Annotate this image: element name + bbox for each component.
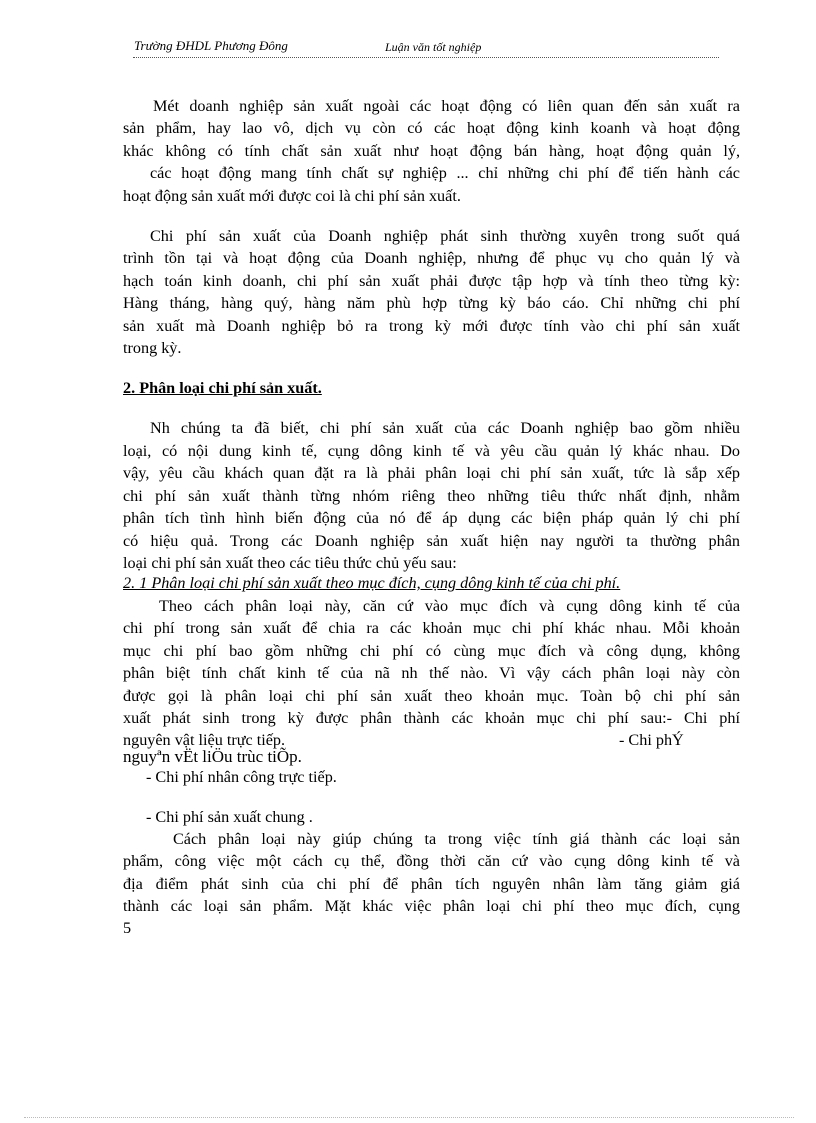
page-number: 5 — [123, 919, 132, 937]
para4-line: mục chi phí bao gồm những chi phí có cùng mục đích và công dụng, không — [123, 642, 740, 660]
para2-line: hạch toán kinh doanh, chi phí sản xuất phải được tập hợp và tính theo từng kỳ: — [123, 272, 740, 290]
para2-line: trình tồn tại và hoạt động của Doanh nghiệp, nhưng để phục vụ cho quản lý và — [123, 249, 740, 267]
header-doc-title: Luận văn tốt nghiệp — [385, 40, 482, 54]
para4-line: Theo cách phân loại này, căn cứ vào mục đích và cụng dông kinh tế của — [159, 597, 740, 615]
para4-line: được gọi là phân loại chi phí sản xuất theo khoản mục. Toàn bộ chi phí sản — [123, 687, 740, 705]
para4-line: chi phí trong sản xuất để chia ra các khoản mục chi phí khác nhau. Mỗi khoản — [123, 619, 740, 637]
list-item-general: - Chi phí sản xuất chung . — [146, 808, 313, 826]
para4-line: nguyên vật liệu trực tiếp. — [123, 731, 286, 749]
para1-line: hoạt động sản xuất mới được coi là chi phí sản xuất. — [123, 187, 461, 205]
para1-line: khác không có tính chất sản xuất như hoạt động bán hàng, hoạt động quản lý, — [123, 142, 740, 160]
para2-line: trong kỳ. — [123, 339, 182, 357]
para3-line: có hiệu quả. Trong các Doanh nghiệp sản xuất hiện nay người ta thường phân — [123, 532, 740, 550]
para3-line: vậy, yêu cầu khách quan đặt ra là phải phân loại chi phí sản xuất, tức là sắp xếp — [123, 464, 740, 482]
header-rule — [133, 57, 719, 58]
para5-line: địa điểm phát sinh của chi phí để phân tích nguyên nhân làm tăng giảm giá — [123, 875, 740, 893]
para4-line: xuất phát sinh trong kỳ được phân thành các khoản mục chi phí sau:- Chi phí — [123, 709, 740, 727]
para5-line: Cách phân loại này giúp chúng ta trong việc tính giá thành các loại sản — [173, 830, 740, 848]
para3-line: phân tích tình hình biến động của nó để áp dụng các biện pháp quản lý chi phí — [123, 509, 740, 527]
para3-line: Nh chúng ta đã biết, chi phí sản xuất của các Doanh nghiệp bao gồm nhiều — [150, 419, 740, 437]
subsection-heading: 2. 1 Phân loại chi phí sản xuất theo mục đích, cụng dông kinh tế của chi phí. — [123, 574, 621, 592]
para1-line: các hoạt động mang tính chất sự nghiệp ... chỉ những chi phí để tiến hành các — [150, 164, 740, 182]
para2-line: Chi phí sản xuất của Doanh nghiệp phát sinh thường xuyên trong suốt quá — [150, 227, 740, 245]
para2-line: sản xuất mà Doanh nghiệp bỏ ra trong kỳ mới được tính vào chi phí sản xuất — [123, 317, 740, 335]
section-heading: 2. Phân loại chi phí sản xuất. — [123, 379, 322, 397]
para5-line: phẩm, công việc một cách cụ thể, đồng thời căn cứ vào cụng dông kinh tế và — [123, 852, 740, 870]
para4-line-right: - Chi phÝ — [619, 731, 684, 749]
para3-line: chi phí sản xuất thành từng nhóm riêng theo những tiêu thức nhất định, nhằm — [123, 487, 740, 505]
page-bottom-rule — [24, 1117, 794, 1118]
para4-line: phân biệt tính chất kinh tế của nã nh thế nào. Vì vậy cách phân loại này còn — [123, 664, 740, 682]
para1-line: Mét doanh nghiệp sản xuất ngoài các hoạt động có liên quan đến sản xuất ra — [153, 97, 740, 115]
para1-line: sản phẩm, hay lao vô, dịch vụ còn có các hoạt động kinh koanh và hoạt động — [123, 119, 740, 137]
list-item-labor: - Chi phí nhân công trực tiếp. — [146, 768, 337, 786]
para2-line: Hàng tháng, hàng quý, hàng năm phù hợp từng kỳ báo cáo. Chỉ những chi phí — [123, 294, 740, 312]
para5-line: thành các loại sản phẩm. Mặt khác việc phân loại chi phí theo mục đích, cụng — [123, 897, 740, 915]
para3-line: loại chi phí sản xuất theo các tiêu thức chủ yếu sau: — [123, 554, 457, 572]
garbled-line: nguyªn vËt liÖu trùc tiÕp. — [123, 747, 302, 766]
header-school: Trường ĐHDL Phương Đông — [134, 38, 288, 53]
para3-line: loại, có nội dung kinh tế, cụng dông kinh tế và yêu cầu quản lý khác nhau. Do — [123, 442, 740, 460]
